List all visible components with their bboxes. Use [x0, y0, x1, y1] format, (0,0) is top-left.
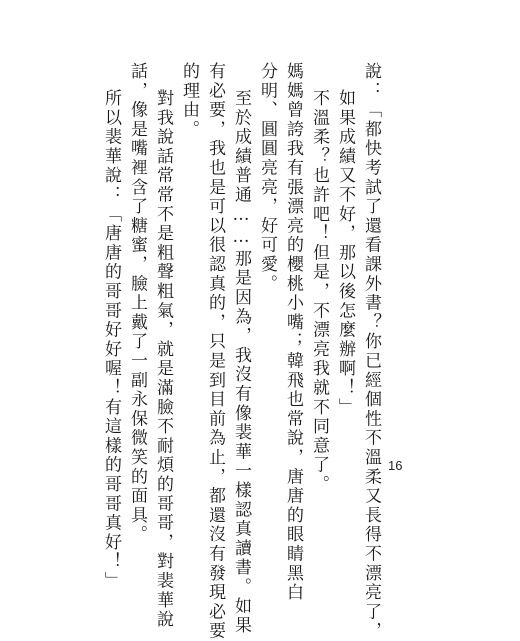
- text-line-6: 至於成績普通……那是因為，我沒有像裴華一樣認真讀書。如果: [231, 89, 251, 636]
- text-line-5: 分明、圓圓亮亮，好可愛。: [257, 62, 277, 294]
- text-line-2: 如果成績又不好，那以後怎麼辦啊！」: [335, 89, 355, 418]
- text-line-4: 媽媽曾誇我有張漂亮的櫻桃小嘴；韓飛也常說，唐唐的眼睛黑白: [283, 62, 303, 603]
- page-number: 16: [388, 458, 403, 473]
- text-line-10: 話，像是嘴裡含了糖蜜，臉上戴了一副永保微笑的面具。: [127, 62, 147, 545]
- text-line-8: 的理由。: [179, 62, 199, 140]
- text-line-9: 對我說話常常不是粗聲粗氣，就是滿臉不耐煩的哥哥，對裴華說: [153, 89, 173, 630]
- text-line-3: 不溫柔？也許吧！但是，不漂亮我就不同意了。: [309, 89, 329, 495]
- text-line-7: 有必要，我也是可以很認真的，只是到目前為止，都還沒有發現必要: [205, 62, 225, 641]
- text-line-1: 說：「都快考試了還看課外書？你已經個性不溫柔又長得不漂亮了，: [361, 62, 381, 641]
- text-line-11: 所以裴華說：「唐唐的哥哥好好喔！有這樣的哥哥真好！」: [101, 89, 121, 591]
